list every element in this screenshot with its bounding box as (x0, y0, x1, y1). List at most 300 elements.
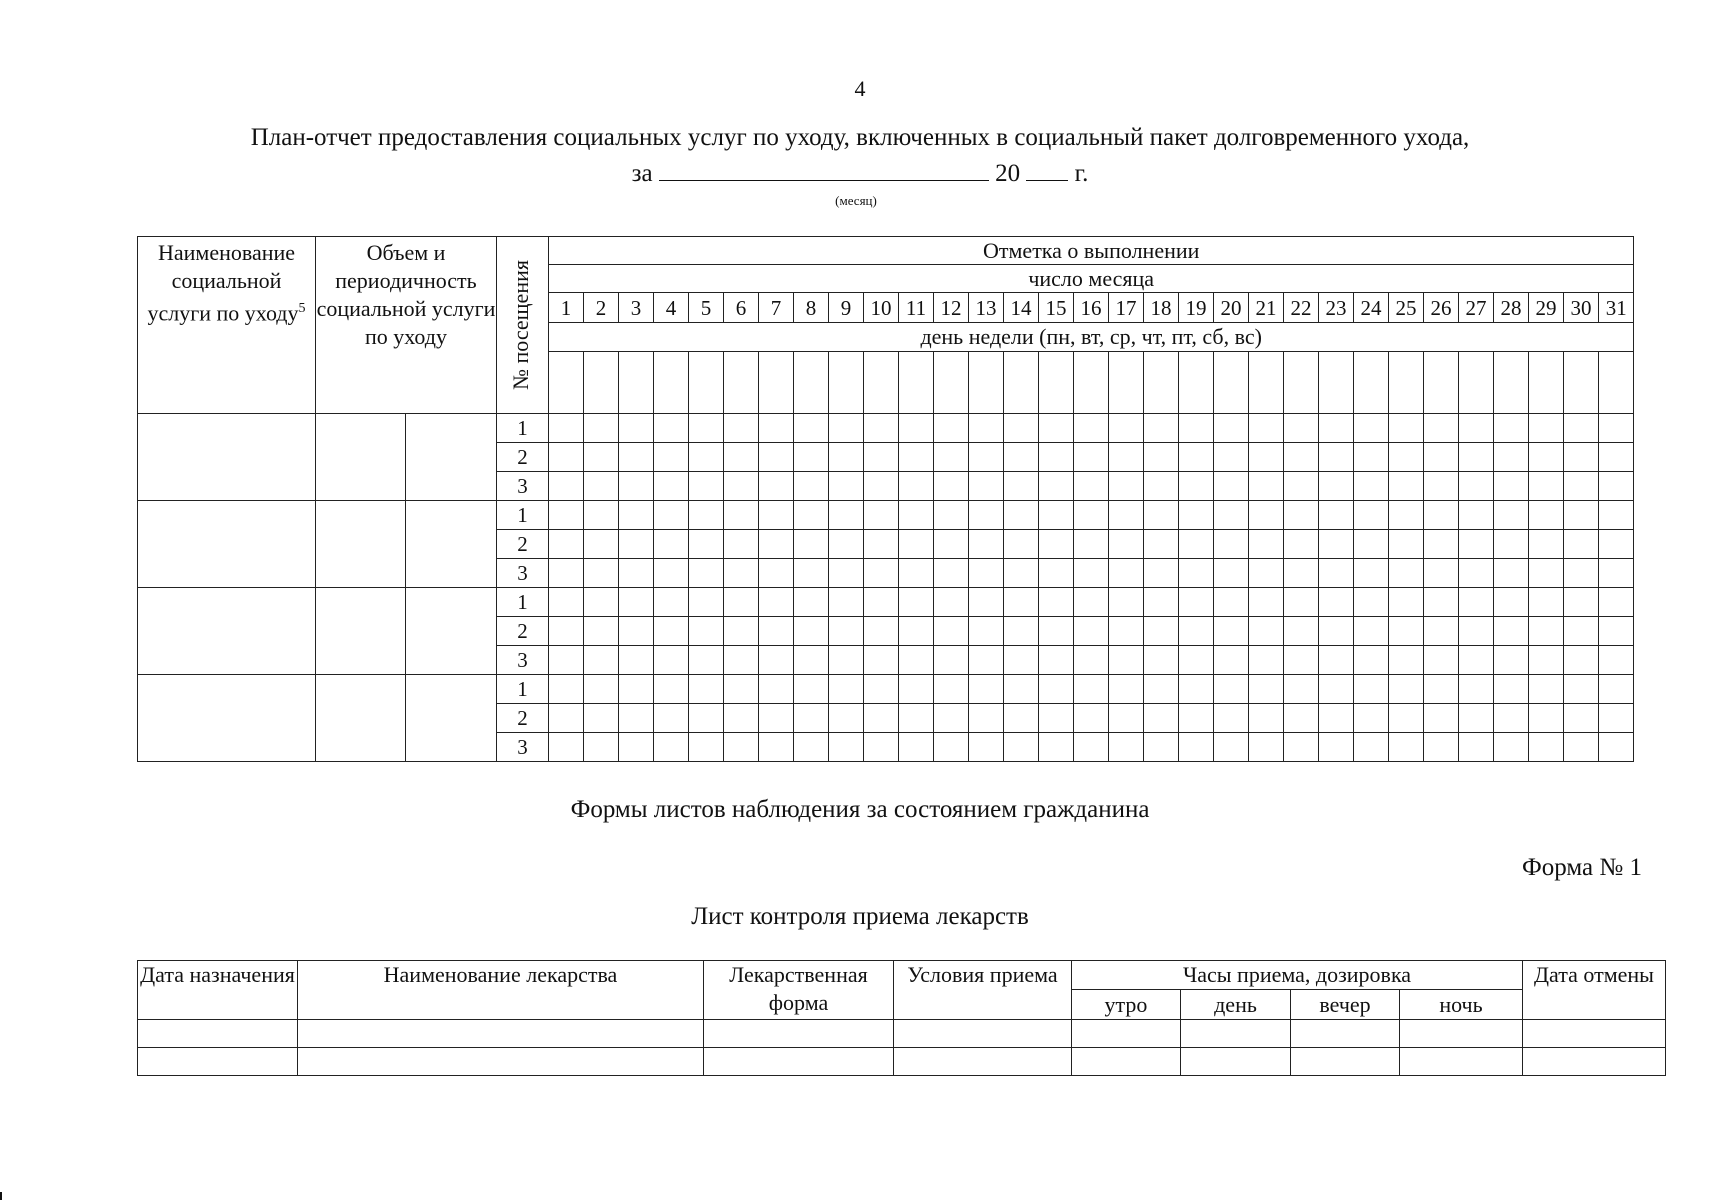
execution-mark-cell[interactable] (689, 501, 724, 530)
execution-mark-cell[interactable] (794, 443, 829, 472)
execution-mark-cell[interactable] (689, 588, 724, 617)
execution-mark-cell[interactable] (1319, 501, 1354, 530)
execution-mark-cell[interactable] (1459, 559, 1494, 588)
execution-mark-cell[interactable] (1424, 675, 1459, 704)
execution-mark-cell[interactable] (899, 617, 934, 646)
execution-mark-cell[interactable] (689, 472, 724, 501)
volume-cell[interactable] (316, 588, 406, 675)
weekday-cell[interactable] (864, 351, 899, 413)
execution-mark-cell[interactable] (1039, 443, 1074, 472)
execution-mark-cell[interactable] (1039, 617, 1074, 646)
execution-mark-cell[interactable] (1074, 646, 1109, 675)
execution-mark-cell[interactable] (1389, 704, 1424, 733)
execution-mark-cell[interactable] (1529, 646, 1564, 675)
execution-mark-cell[interactable] (1284, 617, 1319, 646)
execution-mark-cell[interactable] (549, 675, 584, 704)
weekday-cell[interactable] (1354, 351, 1389, 413)
execution-mark-cell[interactable] (724, 530, 759, 559)
execution-mark-cell[interactable] (1284, 675, 1319, 704)
execution-mark-cell[interactable] (1564, 675, 1599, 704)
weekday-cell[interactable] (759, 351, 794, 413)
execution-mark-cell[interactable] (759, 733, 794, 762)
execution-mark-cell[interactable] (1459, 704, 1494, 733)
weekday-cell[interactable] (689, 351, 724, 413)
execution-mark-cell[interactable] (969, 501, 1004, 530)
execution-mark-cell[interactable] (724, 414, 759, 443)
weekday-cell[interactable] (1004, 351, 1039, 413)
execution-mark-cell[interactable] (899, 704, 934, 733)
execution-mark-cell[interactable] (934, 559, 969, 588)
execution-mark-cell[interactable] (969, 646, 1004, 675)
execution-mark-cell[interactable] (829, 733, 864, 762)
execution-mark-cell[interactable] (794, 501, 829, 530)
execution-mark-cell[interactable] (1109, 588, 1144, 617)
execution-mark-cell[interactable] (759, 530, 794, 559)
execution-mark-cell[interactable] (794, 414, 829, 443)
execution-mark-cell[interactable] (689, 559, 724, 588)
execution-mark-cell[interactable] (1039, 704, 1074, 733)
periodicity-cell[interactable] (406, 588, 497, 675)
execution-mark-cell[interactable] (829, 675, 864, 704)
execution-mark-cell[interactable] (724, 646, 759, 675)
weekday-cell[interactable] (584, 351, 619, 413)
execution-mark-cell[interactable] (619, 414, 654, 443)
execution-mark-cell[interactable] (969, 559, 1004, 588)
execution-mark-cell[interactable] (1424, 646, 1459, 675)
execution-mark-cell[interactable] (1389, 530, 1424, 559)
execution-mark-cell[interactable] (1144, 443, 1179, 472)
execution-mark-cell[interactable] (1319, 733, 1354, 762)
execution-mark-cell[interactable] (619, 501, 654, 530)
execution-mark-cell[interactable] (584, 704, 619, 733)
execution-mark-cell[interactable] (654, 414, 689, 443)
periodicity-cell[interactable] (406, 675, 497, 762)
execution-mark-cell[interactable] (549, 617, 584, 646)
execution-mark-cell[interactable] (1494, 530, 1529, 559)
execution-mark-cell[interactable] (1459, 588, 1494, 617)
execution-mark-cell[interactable] (794, 704, 829, 733)
execution-mark-cell[interactable] (1004, 501, 1039, 530)
execution-mark-cell[interactable] (1459, 646, 1494, 675)
execution-mark-cell[interactable] (549, 559, 584, 588)
execution-mark-cell[interactable] (584, 646, 619, 675)
execution-mark-cell[interactable] (549, 472, 584, 501)
execution-mark-cell[interactable] (829, 472, 864, 501)
execution-mark-cell[interactable] (1319, 443, 1354, 472)
execution-mark-cell[interactable] (1179, 704, 1214, 733)
execution-mark-cell[interactable] (1109, 472, 1144, 501)
execution-mark-cell[interactable] (724, 733, 759, 762)
execution-mark-cell[interactable] (1319, 588, 1354, 617)
execution-mark-cell[interactable] (1179, 588, 1214, 617)
execution-mark-cell[interactable] (969, 704, 1004, 733)
execution-mark-cell[interactable] (654, 501, 689, 530)
weekday-cell[interactable] (1599, 351, 1634, 413)
weekday-cell[interactable] (654, 351, 689, 413)
execution-mark-cell[interactable] (829, 646, 864, 675)
execution-mark-cell[interactable] (1424, 588, 1459, 617)
execution-mark-cell[interactable] (1529, 675, 1564, 704)
execution-mark-cell[interactable] (1564, 472, 1599, 501)
execution-mark-cell[interactable] (829, 617, 864, 646)
execution-mark-cell[interactable] (1039, 472, 1074, 501)
execution-mark-cell[interactable] (829, 588, 864, 617)
execution-mark-cell[interactable] (1284, 559, 1319, 588)
execution-mark-cell[interactable] (1214, 443, 1249, 472)
execution-mark-cell[interactable] (934, 443, 969, 472)
weekday-cell[interactable] (1319, 351, 1354, 413)
execution-mark-cell[interactable] (829, 559, 864, 588)
execution-mark-cell[interactable] (1249, 704, 1284, 733)
execution-mark-cell[interactable] (654, 646, 689, 675)
execution-mark-cell[interactable] (1459, 530, 1494, 559)
execution-mark-cell[interactable] (619, 443, 654, 472)
execution-mark-cell[interactable] (1214, 472, 1249, 501)
execution-mark-cell[interactable] (654, 704, 689, 733)
execution-mark-cell[interactable] (1529, 443, 1564, 472)
execution-mark-cell[interactable] (689, 675, 724, 704)
execution-mark-cell[interactable] (934, 704, 969, 733)
execution-mark-cell[interactable] (1599, 559, 1634, 588)
execution-mark-cell[interactable] (1424, 414, 1459, 443)
weekday-cell[interactable] (1249, 351, 1284, 413)
execution-mark-cell[interactable] (1319, 617, 1354, 646)
execution-mark-cell[interactable] (549, 588, 584, 617)
execution-mark-cell[interactable] (1354, 559, 1389, 588)
execution-mark-cell[interactable] (1284, 443, 1319, 472)
execution-mark-cell[interactable] (724, 588, 759, 617)
execution-mark-cell[interactable] (969, 530, 1004, 559)
execution-mark-cell[interactable] (1494, 617, 1529, 646)
execution-mark-cell[interactable] (759, 501, 794, 530)
execution-mark-cell[interactable] (1354, 733, 1389, 762)
execution-mark-cell[interactable] (1319, 414, 1354, 443)
night-cell[interactable] (1400, 1020, 1523, 1048)
execution-mark-cell[interactable] (1039, 530, 1074, 559)
weekday-cell[interactable] (1564, 351, 1599, 413)
execution-mark-cell[interactable] (1354, 646, 1389, 675)
execution-mark-cell[interactable] (1354, 675, 1389, 704)
execution-mark-cell[interactable] (654, 530, 689, 559)
execution-mark-cell[interactable] (1179, 443, 1214, 472)
execution-mark-cell[interactable] (759, 443, 794, 472)
execution-mark-cell[interactable] (1214, 530, 1249, 559)
drug-name-cell[interactable] (298, 1048, 704, 1076)
execution-mark-cell[interactable] (1494, 733, 1529, 762)
execution-mark-cell[interactable] (1319, 675, 1354, 704)
execution-mark-cell[interactable] (1074, 588, 1109, 617)
execution-mark-cell[interactable] (549, 501, 584, 530)
service-name-cell[interactable] (138, 675, 316, 762)
execution-mark-cell[interactable] (1074, 414, 1109, 443)
night-cell[interactable] (1400, 1048, 1523, 1076)
execution-mark-cell[interactable] (1109, 646, 1144, 675)
execution-mark-cell[interactable] (1354, 704, 1389, 733)
execution-mark-cell[interactable] (934, 501, 969, 530)
execution-mark-cell[interactable] (1494, 472, 1529, 501)
execution-mark-cell[interactable] (1354, 617, 1389, 646)
execution-mark-cell[interactable] (794, 617, 829, 646)
execution-mark-cell[interactable] (899, 472, 934, 501)
execution-mark-cell[interactable] (1319, 559, 1354, 588)
execution-mark-cell[interactable] (1249, 675, 1284, 704)
execution-mark-cell[interactable] (1214, 704, 1249, 733)
execution-mark-cell[interactable] (969, 414, 1004, 443)
execution-mark-cell[interactable] (1109, 443, 1144, 472)
execution-mark-cell[interactable] (899, 530, 934, 559)
weekday-cell[interactable] (1179, 351, 1214, 413)
weekday-cell[interactable] (724, 351, 759, 413)
execution-mark-cell[interactable] (1564, 646, 1599, 675)
execution-mark-cell[interactable] (934, 414, 969, 443)
execution-mark-cell[interactable] (1459, 675, 1494, 704)
execution-mark-cell[interactable] (1599, 443, 1634, 472)
execution-mark-cell[interactable] (1494, 646, 1529, 675)
execution-mark-cell[interactable] (1039, 675, 1074, 704)
weekday-cell[interactable] (619, 351, 654, 413)
execution-mark-cell[interactable] (969, 588, 1004, 617)
execution-mark-cell[interactable] (1249, 617, 1284, 646)
month-blank-field[interactable] (659, 158, 989, 181)
execution-mark-cell[interactable] (1389, 443, 1424, 472)
execution-mark-cell[interactable] (689, 443, 724, 472)
execution-mark-cell[interactable] (899, 733, 934, 762)
execution-mark-cell[interactable] (1249, 472, 1284, 501)
execution-mark-cell[interactable] (1214, 559, 1249, 588)
execution-mark-cell[interactable] (1599, 733, 1634, 762)
weekday-cell[interactable] (1389, 351, 1424, 413)
execution-mark-cell[interactable] (584, 559, 619, 588)
execution-mark-cell[interactable] (1004, 414, 1039, 443)
execution-mark-cell[interactable] (1494, 443, 1529, 472)
execution-mark-cell[interactable] (1074, 733, 1109, 762)
date-assigned-cell[interactable] (138, 1048, 298, 1076)
execution-mark-cell[interactable] (1459, 414, 1494, 443)
execution-mark-cell[interactable] (1144, 646, 1179, 675)
execution-mark-cell[interactable] (1284, 472, 1319, 501)
execution-mark-cell[interactable] (1039, 501, 1074, 530)
execution-mark-cell[interactable] (1284, 733, 1319, 762)
service-name-cell[interactable] (138, 414, 316, 501)
execution-mark-cell[interactable] (1599, 704, 1634, 733)
execution-mark-cell[interactable] (1144, 733, 1179, 762)
execution-mark-cell[interactable] (1424, 559, 1459, 588)
execution-mark-cell[interactable] (1284, 414, 1319, 443)
weekday-cell[interactable] (829, 351, 864, 413)
weekday-cell[interactable] (1494, 351, 1529, 413)
execution-mark-cell[interactable] (654, 733, 689, 762)
execution-mark-cell[interactable] (1144, 675, 1179, 704)
weekday-cell[interactable] (1074, 351, 1109, 413)
execution-mark-cell[interactable] (829, 501, 864, 530)
execution-mark-cell[interactable] (1109, 617, 1144, 646)
morning-cell[interactable] (1072, 1020, 1181, 1048)
execution-mark-cell[interactable] (1109, 675, 1144, 704)
execution-mark-cell[interactable] (1564, 501, 1599, 530)
execution-mark-cell[interactable] (934, 733, 969, 762)
execution-mark-cell[interactable] (689, 617, 724, 646)
date-cancelled-cell[interactable] (1523, 1020, 1666, 1048)
execution-mark-cell[interactable] (1389, 675, 1424, 704)
execution-mark-cell[interactable] (1179, 501, 1214, 530)
day-cell[interactable] (1181, 1048, 1291, 1076)
execution-mark-cell[interactable] (1459, 443, 1494, 472)
execution-mark-cell[interactable] (1214, 588, 1249, 617)
morning-cell[interactable] (1072, 1048, 1181, 1076)
execution-mark-cell[interactable] (1389, 559, 1424, 588)
execution-mark-cell[interactable] (1039, 733, 1074, 762)
execution-mark-cell[interactable] (794, 530, 829, 559)
execution-mark-cell[interactable] (584, 733, 619, 762)
execution-mark-cell[interactable] (584, 588, 619, 617)
volume-cell[interactable] (316, 675, 406, 762)
periodicity-cell[interactable] (406, 501, 497, 588)
execution-mark-cell[interactable] (1529, 704, 1564, 733)
execution-mark-cell[interactable] (1214, 733, 1249, 762)
weekday-cell[interactable] (1459, 351, 1494, 413)
execution-mark-cell[interactable] (1599, 646, 1634, 675)
execution-mark-cell[interactable] (864, 646, 899, 675)
execution-mark-cell[interactable] (1389, 414, 1424, 443)
execution-mark-cell[interactable] (864, 617, 899, 646)
execution-mark-cell[interactable] (1354, 472, 1389, 501)
execution-mark-cell[interactable] (1494, 588, 1529, 617)
execution-mark-cell[interactable] (1494, 501, 1529, 530)
execution-mark-cell[interactable] (1389, 617, 1424, 646)
execution-mark-cell[interactable] (934, 646, 969, 675)
execution-mark-cell[interactable] (1004, 646, 1039, 675)
execution-mark-cell[interactable] (1389, 501, 1424, 530)
execution-mark-cell[interactable] (829, 704, 864, 733)
execution-mark-cell[interactable] (1494, 414, 1529, 443)
execution-mark-cell[interactable] (1179, 646, 1214, 675)
execution-mark-cell[interactable] (864, 443, 899, 472)
execution-mark-cell[interactable] (794, 472, 829, 501)
execution-mark-cell[interactable] (1319, 530, 1354, 559)
execution-mark-cell[interactable] (1529, 472, 1564, 501)
execution-mark-cell[interactable] (1004, 704, 1039, 733)
evening-cell[interactable] (1291, 1020, 1400, 1048)
weekday-cell[interactable] (1214, 351, 1249, 413)
execution-mark-cell[interactable] (1074, 559, 1109, 588)
execution-mark-cell[interactable] (1039, 646, 1074, 675)
execution-mark-cell[interactable] (619, 617, 654, 646)
execution-mark-cell[interactable] (724, 704, 759, 733)
execution-mark-cell[interactable] (1599, 501, 1634, 530)
execution-mark-cell[interactable] (584, 501, 619, 530)
execution-mark-cell[interactable] (1074, 675, 1109, 704)
drug-form-cell[interactable] (704, 1020, 894, 1048)
execution-mark-cell[interactable] (1214, 675, 1249, 704)
execution-mark-cell[interactable] (864, 414, 899, 443)
execution-mark-cell[interactable] (1039, 414, 1074, 443)
execution-mark-cell[interactable] (864, 472, 899, 501)
execution-mark-cell[interactable] (829, 530, 864, 559)
execution-mark-cell[interactable] (1004, 588, 1039, 617)
execution-mark-cell[interactable] (1354, 530, 1389, 559)
execution-mark-cell[interactable] (1354, 501, 1389, 530)
execution-mark-cell[interactable] (1529, 559, 1564, 588)
execution-mark-cell[interactable] (1599, 617, 1634, 646)
execution-mark-cell[interactable] (1354, 588, 1389, 617)
execution-mark-cell[interactable] (1004, 733, 1039, 762)
execution-mark-cell[interactable] (864, 530, 899, 559)
volume-cell[interactable] (316, 414, 406, 501)
service-name-cell[interactable] (138, 588, 316, 675)
execution-mark-cell[interactable] (794, 559, 829, 588)
execution-mark-cell[interactable] (1004, 559, 1039, 588)
execution-mark-cell[interactable] (1284, 530, 1319, 559)
execution-mark-cell[interactable] (1564, 530, 1599, 559)
execution-mark-cell[interactable] (829, 414, 864, 443)
execution-mark-cell[interactable] (1599, 530, 1634, 559)
execution-mark-cell[interactable] (759, 559, 794, 588)
execution-mark-cell[interactable] (619, 704, 654, 733)
execution-mark-cell[interactable] (619, 646, 654, 675)
execution-mark-cell[interactable] (864, 501, 899, 530)
execution-mark-cell[interactable] (724, 675, 759, 704)
execution-mark-cell[interactable] (1039, 588, 1074, 617)
execution-mark-cell[interactable] (1424, 530, 1459, 559)
execution-mark-cell[interactable] (864, 733, 899, 762)
weekday-cell[interactable] (1144, 351, 1179, 413)
year-blank-field[interactable] (1026, 158, 1068, 181)
execution-mark-cell[interactable] (899, 414, 934, 443)
execution-mark-cell[interactable] (899, 675, 934, 704)
execution-mark-cell[interactable] (934, 675, 969, 704)
execution-mark-cell[interactable] (1389, 472, 1424, 501)
execution-mark-cell[interactable] (1284, 588, 1319, 617)
weekday-cell[interactable] (1424, 351, 1459, 413)
execution-mark-cell[interactable] (724, 501, 759, 530)
execution-mark-cell[interactable] (1389, 646, 1424, 675)
execution-mark-cell[interactable] (1214, 617, 1249, 646)
execution-mark-cell[interactable] (1249, 733, 1284, 762)
execution-mark-cell[interactable] (1459, 733, 1494, 762)
drug-form-cell[interactable] (704, 1048, 894, 1076)
execution-mark-cell[interactable] (584, 443, 619, 472)
execution-mark-cell[interactable] (689, 530, 724, 559)
execution-mark-cell[interactable] (1004, 443, 1039, 472)
weekday-cell[interactable] (1039, 351, 1074, 413)
execution-mark-cell[interactable] (1599, 472, 1634, 501)
execution-mark-cell[interactable] (1284, 501, 1319, 530)
execution-mark-cell[interactable] (1564, 443, 1599, 472)
execution-mark-cell[interactable] (1214, 501, 1249, 530)
execution-mark-cell[interactable] (1494, 559, 1529, 588)
execution-mark-cell[interactable] (654, 588, 689, 617)
execution-mark-cell[interactable] (969, 675, 1004, 704)
execution-mark-cell[interactable] (1179, 559, 1214, 588)
execution-mark-cell[interactable] (584, 617, 619, 646)
execution-mark-cell[interactable] (899, 443, 934, 472)
execution-mark-cell[interactable] (1039, 559, 1074, 588)
execution-mark-cell[interactable] (654, 559, 689, 588)
execution-mark-cell[interactable] (689, 414, 724, 443)
execution-mark-cell[interactable] (619, 733, 654, 762)
execution-mark-cell[interactable] (934, 617, 969, 646)
execution-mark-cell[interactable] (969, 443, 1004, 472)
execution-mark-cell[interactable] (794, 588, 829, 617)
execution-mark-cell[interactable] (1284, 704, 1319, 733)
execution-mark-cell[interactable] (619, 472, 654, 501)
execution-mark-cell[interactable] (864, 675, 899, 704)
execution-mark-cell[interactable] (794, 646, 829, 675)
execution-mark-cell[interactable] (1109, 733, 1144, 762)
execution-mark-cell[interactable] (1459, 472, 1494, 501)
execution-mark-cell[interactable] (549, 414, 584, 443)
weekday-cell[interactable] (549, 351, 584, 413)
